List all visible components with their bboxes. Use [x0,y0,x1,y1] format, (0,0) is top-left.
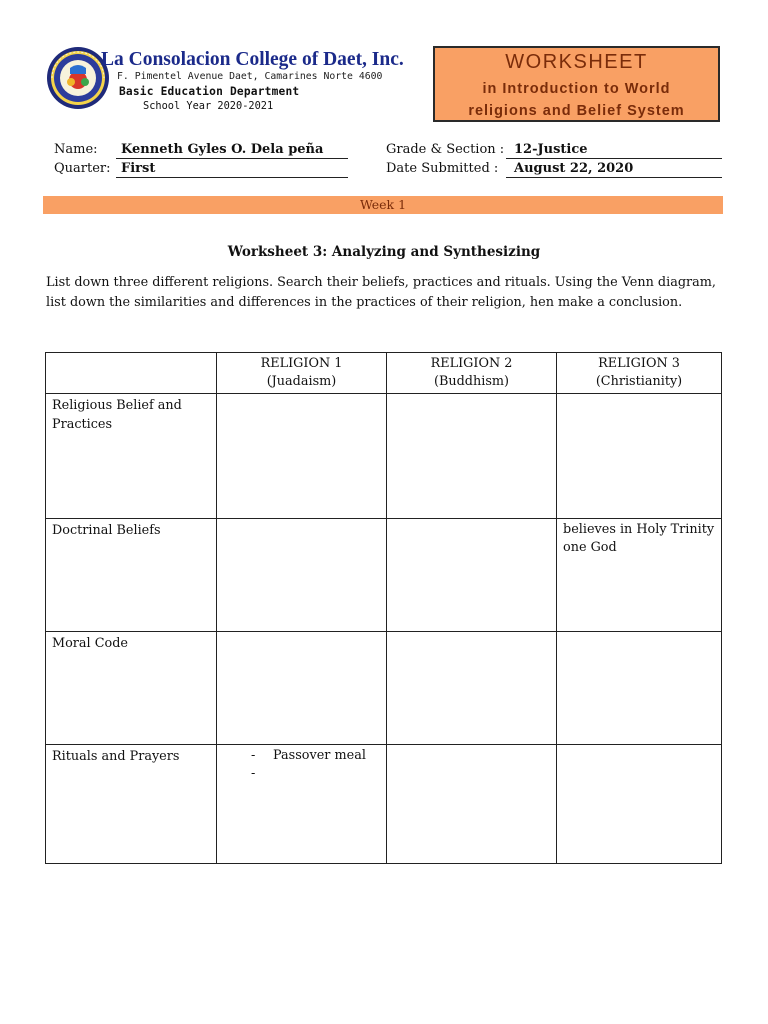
header-religion-2-name: (Buddhism) [433,374,510,389]
worksheet-subtitle-line1: in Introduction to World [482,81,671,97]
date-submitted-label: Date Submitted : [386,161,499,176]
table-header-row [46,353,722,394]
cell-doctrinal-religion-3[interactable]: believes in Holy Trinity one God [557,519,722,632]
header-religion-3-title: RELIGION 3 [598,356,680,371]
cell-rituals-religion-3[interactable] [557,745,722,864]
cell-moral-religion-3[interactable] [557,632,722,745]
row-label-doctrinal-beliefs: Doctrinal Beliefs [46,519,217,632]
name-underline [116,158,348,159]
worksheet-subtitle-line2: religions and Belief System [468,103,685,119]
cell-doctrinal-religion-1[interactable] [217,519,387,632]
quarter-underline [116,177,348,178]
cell-belief-religion-3[interactable] [557,394,722,519]
header-cell-religion-3 [557,353,722,394]
list-item [223,747,380,765]
school-year: School Year 2020-2021 [143,100,274,112]
worksheet-heading: Worksheet 3: Analyzing and Synthesizing [227,244,541,260]
week-bar: Week 1 [43,196,723,214]
name-label: Name: [54,142,98,157]
cell-belief-religion-1[interactable] [217,394,387,519]
grade-section-underline [506,158,722,159]
religions-comparison-table [45,352,722,864]
worksheet-title: WORKSHEET [505,51,648,73]
cell-belief-religion-2[interactable] [387,394,557,519]
header-cell-religion-2 [387,353,557,394]
row-label-belief-practices: Religious Belief and Practices [46,394,217,519]
cell-rituals-religion-2[interactable] [387,745,557,864]
cell-rituals-religion-1[interactable] [217,745,387,864]
table-row [46,519,722,632]
grade-section-label: Grade & Section : [386,142,505,157]
row-label-rituals-prayers: Rituals and Prayers [46,745,217,864]
table-row [46,745,722,864]
table-row [46,394,722,519]
row-label-moral-code: Moral Code [46,632,217,745]
table-row [46,632,722,745]
cell-moral-religion-2[interactable] [387,632,557,745]
ritual-bullet-text: Passover meal [273,748,366,763]
dash-marker: - [251,748,256,763]
date-submitted-value: August 22, 2020 [514,161,634,176]
college-name: La Consolacion College of Daet, Inc. [101,49,404,70]
grade-section-value: 12-Justice [514,142,588,157]
header-cell-empty [46,353,217,394]
dash-marker: - [251,766,256,781]
quarter-label: Quarter: [54,161,111,176]
instructions-text: List down three different religions. Search their beliefs, practices and rituals. Using the Venn diagram, list down the similarities and differences in the practices of their religion, hen make a conclusion. [46,275,716,310]
list-item [223,765,380,783]
header-cell-religion-1 [217,353,387,394]
college-address: F. Pimentel Avenue Daet, Camarines Norte 4600 [117,71,383,82]
header-religion-1-name: (Juadaism) [266,374,337,389]
name-value: Kenneth Gyles O. Dela peña [121,142,324,157]
header-religion-2-title: RELIGION 2 [430,356,513,371]
quarter-value: First [121,161,156,176]
department: Basic Education Department [119,85,300,98]
cell-moral-religion-1[interactable] [217,632,387,745]
header-religion-1-title: RELIGION 1 [260,356,343,371]
header-religion-3-name: (Christianity) [595,374,683,389]
date-submitted-underline [506,177,722,178]
worksheet-title-box [433,46,720,122]
cell-doctrinal-religion-2[interactable] [387,519,557,632]
